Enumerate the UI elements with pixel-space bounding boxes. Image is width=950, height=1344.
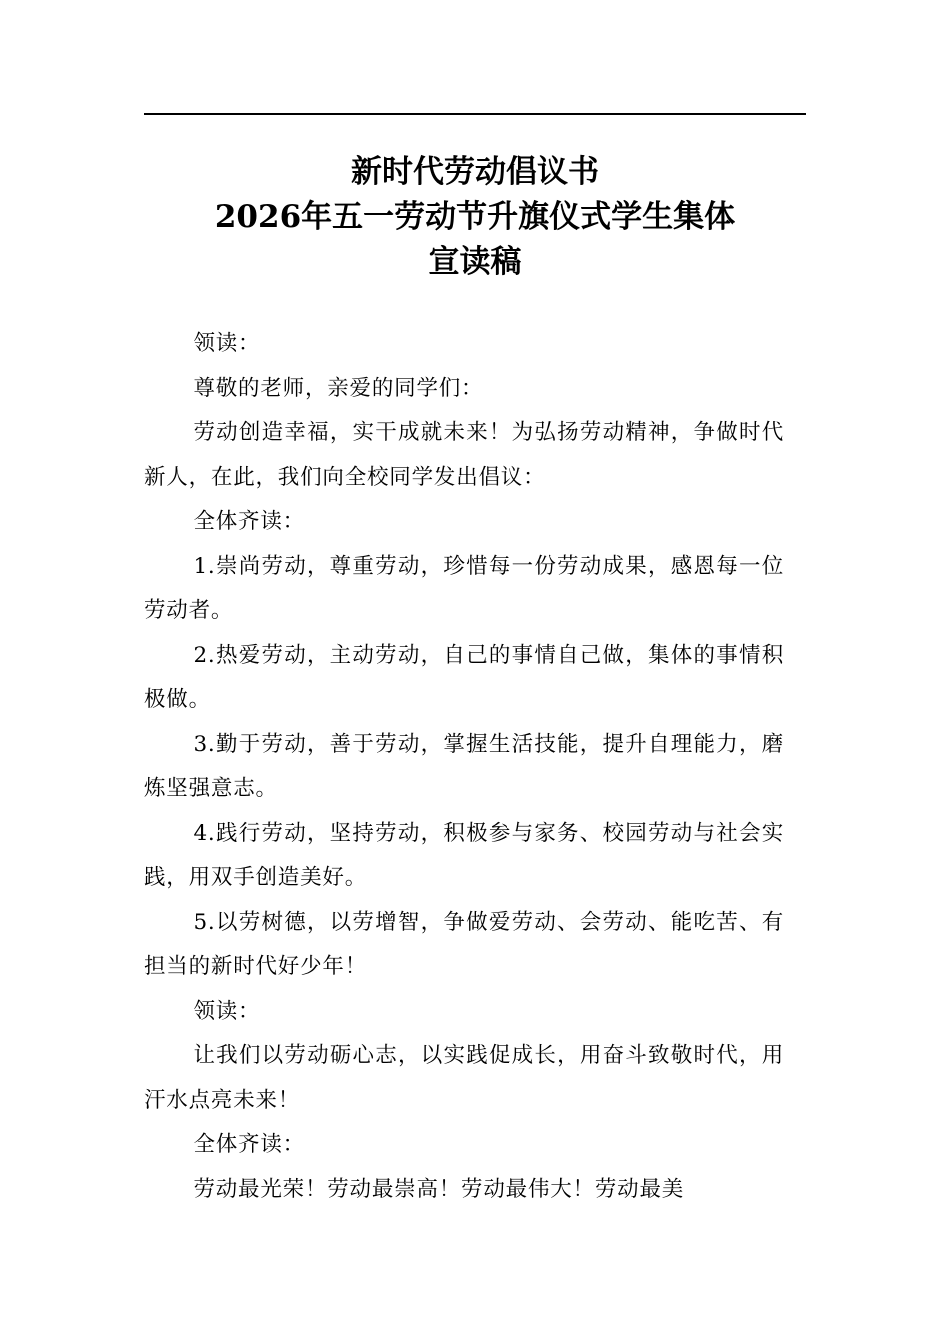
paragraph-item-2: 2.热爱劳动，主动劳动，自己的事情自己做，集体的事情积极做。	[144, 642, 784, 712]
title-line-2: 2026年五一劳动节升旗仪式学生集体	[214, 199, 736, 235]
paragraph-slogan: 劳动最光荣！劳动最崇高！劳动最伟大！劳动最美	[193, 1176, 685, 1202]
paragraph-all-read: 全体齐读：	[193, 509, 305, 534]
paragraph-item-1: 1.崇尚劳动，尊重劳动，珍惜每一份劳动成果，感恩每一位劳动者。	[144, 553, 784, 623]
document-title	[144, 150, 806, 285]
document-body	[144, 322, 784, 1212]
paragraph-lead-reader: 领读：	[193, 331, 261, 356]
paragraph-lead-reader-2: 领读：	[193, 998, 261, 1024]
paragraph-intro: 劳动创造幸福，实干成就未来！为弘扬劳动精神，争做时代新人，在此，我们向全校同学发出倡议：	[144, 420, 784, 490]
paragraph-salutation: 尊敬的老师，亲爱的同学们：	[193, 375, 484, 401]
title-line-3: 宣读稿	[428, 244, 522, 280]
title-line-1: 新时代劳动倡议书	[351, 154, 599, 190]
header-rule	[144, 113, 806, 115]
paragraph-item-5: 5.以劳树德，以劳增智，争做爱劳动、会劳动、能吃苦、有担当的新时代好少年！	[144, 909, 784, 979]
paragraph-item-3: 3.勤于劳动，善于劳动，掌握生活技能，提升自理能力，磨炼坚强意志。	[144, 731, 784, 801]
paragraph-call-to-action: 让我们以劳动砺心志，以实践促成长，用奋斗致敬时代，用汗水点亮未来！	[144, 1043, 784, 1113]
paragraph-all-read-2: 全体齐读：	[193, 1132, 305, 1157]
paragraph-item-4: 4.践行劳动，坚持劳动，积极参与家务、校园劳动与社会实践，用双手创造美好。	[144, 820, 784, 890]
